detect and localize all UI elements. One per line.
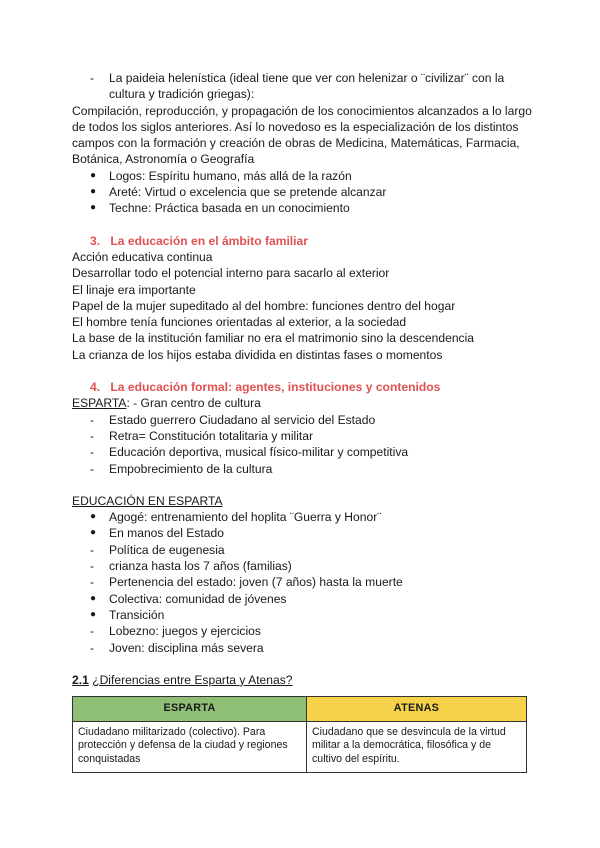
concept-item [72,200,532,216]
dash-marker: - [90,412,95,427]
concept-text: Techne: Práctica basada en un conocimiento [109,201,350,216]
concept-text: Logos: Espíritu humano, más allá de la razón [109,168,352,183]
bullet-marker: ● [90,186,97,198]
list-marker: - [90,640,95,655]
list-item-text: Lobezno: juegos y ejercicios [109,624,261,639]
list-marker: ● [90,608,97,620]
text-line: Desarrollar todo el potencial interno para sacarlo al exterior [72,266,390,281]
list-item-text: Educación deportiva, musical físico-militar y competitiva [109,445,409,460]
list-item-text: Estado guerrero Ciudadano al servicio del Estado [109,412,376,427]
text-line: La crianza de los hijos estaba dividida en distintas fases o momentos [72,347,443,362]
list-item [72,444,532,460]
list-item-text: Agogé: entrenamiento del hoplita ¨Guerra y Honor¨ [109,510,382,525]
bullet-marker: ● [90,169,97,181]
text-line: Acción educativa continua [72,249,213,264]
list-item-text: Joven: disciplina más severa [109,640,264,655]
list-item [72,461,532,477]
cell-esparta: Ciudadano militarizado (colectivo). Para protección y defensa de la ciudad y regiones conquistadas [73,721,307,773]
header-esparta: ESPARTA [73,697,307,722]
esparta-rest: : - Gran centro de cultura [126,396,261,411]
dash-marker: - [90,445,95,460]
concept-item [72,168,532,184]
dash-marker: - [90,428,95,443]
section-title: La educación en el ámbito familiar [110,233,308,248]
list-marker: - [90,542,95,557]
section-number: 3. [90,233,101,248]
list-item-text: crianza hasta los 7 años (familias) [109,559,292,574]
list-item [72,542,532,558]
list-item [72,623,532,639]
list-item [72,558,532,574]
section-title: La educación formal: agentes, instituciones y contenidos [110,380,441,395]
section-3-heading [90,233,532,249]
list-item [72,607,532,623]
header-atenas: ATENAS [307,697,527,722]
list-marker: - [90,575,95,590]
list-item-text: En manos del Estado [109,526,224,541]
list-item-text: Retra= Constitución totalitaria y militar [109,428,313,443]
list-item [72,591,532,607]
table-header-row [73,697,527,722]
list-item-text: Política de eugenesia [109,542,225,557]
intro-item-text: La paideia helenística (ideal tiene que ver con helenizar o ¨civilizar¨ con la cultura y tradición griegas): [109,71,505,102]
table-row [73,721,527,773]
text-line: Papel de la mujer supeditado al del hombre: funciones dentro del hogar [72,298,456,313]
section-4-heading [90,379,532,395]
list-marker: - [90,559,95,574]
intro-paragraph: Compilación, reproducción, y propagación de los conocimientos alcanzados a lo largo de todos los siglos anteriores. Así lo novedoso es la especialización de los distintos campos con la formación y creación de obras de Medicina, Matemáticas, Farmacia, Botánica, Astronomía o Geografía [72,103,532,167]
concept-item [72,184,532,200]
concept-text: Areté: Virtud o excelencia que se pretende alcanzar [109,185,387,200]
list-item [72,509,532,525]
list-marker: ● [90,592,97,604]
section-number: 4. [90,380,101,395]
dash-marker: - [90,461,95,476]
comparison-table [72,696,527,773]
intro-list-item [72,70,532,103]
list-item [72,428,532,444]
section-number: 2.1 [72,672,89,687]
list-marker: - [90,624,95,639]
esparta-label: ESPARTA [72,396,127,411]
esparta-line [72,395,532,411]
list-item-text: Transición [109,607,165,622]
cell-atenas: Ciudadano que se desvincula de la virtud militar a la democrática, filosófica y de cultivo del espíritu. [307,721,527,773]
list-item [72,640,532,656]
list-item [72,412,532,428]
bullet-marker: ● [90,202,97,214]
list-item-text: Colectiva: comunidad de jóvenes [109,591,287,606]
document-page [72,70,532,773]
text-line: El linaje era importante [72,282,196,297]
section-3-lines [72,249,532,363]
section-2-1-heading [72,672,532,688]
educacion-esparta-title: EDUCACIÓN EN ESPARTA [72,493,223,508]
text-line: La base de la institución familiar no era el matrimonio sino la descendencia [72,331,475,346]
list-marker: ● [90,527,97,539]
list-item [72,574,532,590]
list-marker: ● [90,511,97,523]
list-item [72,525,532,541]
dash-marker: - [90,71,95,85]
list-item-text: Pertenencia del estado: joven (7 años) hasta la muerte [109,575,403,590]
text-line: El hombre tenía funciones orientadas al exterior, a la sociedad [72,315,407,330]
section-title: ¿Diferencias entre Esparta y Atenas? [92,672,293,687]
list-item-text: Empobrecimiento de la cultura [109,461,273,476]
